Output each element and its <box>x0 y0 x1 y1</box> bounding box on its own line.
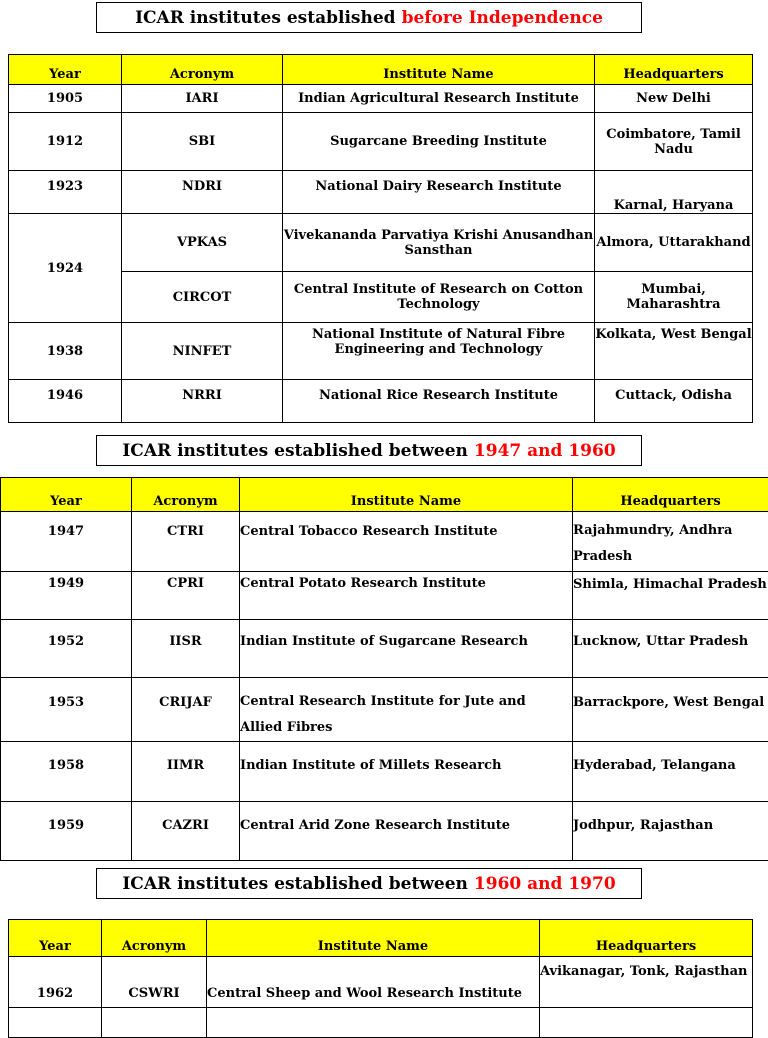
acronym-cell: CPRI <box>132 572 240 620</box>
section-title-text: ICAR institutes established <box>135 8 395 28</box>
acronym-cell: IIMR <box>132 742 240 802</box>
table-row <box>1 572 768 620</box>
headquarters-cell: Shimla, Himachal Pradesh <box>573 572 768 620</box>
year-cell: 1958 <box>1 742 132 802</box>
headquarters-cell: Karnal, Haryana <box>595 171 753 214</box>
table-row <box>9 323 753 380</box>
header-year: Year <box>1 478 132 512</box>
acronym-cell: NDRI <box>122 171 283 214</box>
header-year: Year <box>9 55 122 85</box>
section-title-1947-1960 <box>96 435 642 466</box>
table-header-row <box>9 920 753 957</box>
headquarters-cell: Kolkata, West Bengal <box>595 323 753 380</box>
year-cell: 1938 <box>9 323 122 380</box>
year-cell: 1953 <box>1 678 132 742</box>
headquarters-cell: Barrackpore, West Bengal <box>573 678 768 742</box>
headquarters-cell: Cuttack, Odisha <box>595 380 753 423</box>
institute-name-cell: National Rice Research Institute <box>283 380 595 423</box>
year-cell: 1947 <box>1 512 132 572</box>
table-row <box>9 214 753 272</box>
table-header-row <box>1 478 768 512</box>
section-title-highlight: before Independence <box>402 8 603 28</box>
table-1960-1970 <box>8 919 753 1038</box>
institute-name-cell: Central Potato Research Institute <box>240 572 573 620</box>
section-title-before-independence <box>96 2 642 33</box>
section-title-text: ICAR institutes established between <box>122 441 468 461</box>
institute-name-cell: Vivekananda Parvatiya Krishi Anusandhan Sansthan <box>283 214 595 272</box>
empty-cell <box>9 1008 102 1038</box>
acronym-cell: IISR <box>132 620 240 678</box>
acronym-cell: VPKAS <box>122 214 283 272</box>
year-cell: 1912 <box>9 113 122 171</box>
header-institute-name: Institute Name <box>283 55 595 85</box>
table-before-independence <box>8 54 753 423</box>
table-header-row <box>9 55 753 85</box>
institute-name-cell: National Dairy Research Institute <box>283 171 595 214</box>
acronym-cell: IARI <box>122 85 283 113</box>
header-headquarters: Headquarters <box>540 920 753 957</box>
headquarters-cell: Hyderabad, Telangana <box>573 742 768 802</box>
acronym-cell: NINFET <box>122 323 283 380</box>
year-cell: 1952 <box>1 620 132 678</box>
acronym-cell: CAZRI <box>132 802 240 861</box>
table-row <box>1 742 768 802</box>
year-cell: 1949 <box>1 572 132 620</box>
year-cell: 1923 <box>9 171 122 214</box>
table-row <box>9 85 753 113</box>
institute-name-cell: Central Institute of Research on Cotton Technology <box>283 272 595 323</box>
year-cell: 1959 <box>1 802 132 861</box>
header-year: Year <box>9 920 102 957</box>
table-1947-1960 <box>0 477 768 861</box>
header-acronym: Acronym <box>132 478 240 512</box>
acronym-cell: CSWRI <box>102 957 207 1008</box>
header-institute-name: Institute Name <box>240 478 573 512</box>
acronym-cell: CRIJAF <box>132 678 240 742</box>
header-institute-name: Institute Name <box>207 920 540 957</box>
headquarters-cell: Coimbatore, Tamil Nadu <box>595 113 753 171</box>
acronym-cell: CIRCOT <box>122 272 283 323</box>
table-row <box>1 802 768 861</box>
table-row <box>9 113 753 171</box>
headquarters-cell: Rajahmundry, Andhra Pradesh <box>573 512 768 572</box>
acronym-cell: CTRI <box>132 512 240 572</box>
institute-name-cell: Indian Institute of Millets Research <box>240 742 573 802</box>
acronym-cell: NRRI <box>122 380 283 423</box>
institute-name-cell: Central Sheep and Wool Research Institute <box>207 957 540 1008</box>
empty-cell <box>207 1008 540 1038</box>
empty-cell <box>540 1008 753 1038</box>
institute-name-cell: Central Tobacco Research Institute <box>240 512 573 572</box>
header-headquarters: Headquarters <box>573 478 768 512</box>
table-row <box>1 512 768 572</box>
institute-name-cell: Central Arid Zone Research Institute <box>240 802 573 861</box>
institute-name-cell: Indian Institute of Sugarcane Research <box>240 620 573 678</box>
table-row <box>9 957 753 1008</box>
section-title-highlight: 1947 and 1960 <box>474 441 616 461</box>
headquarters-cell: Mumbai, Maharashtra <box>595 272 753 323</box>
headquarters-cell: Almora, Uttarakhand <box>595 214 753 272</box>
section-title-highlight: 1960 and 1970 <box>474 874 616 894</box>
section-title-text: ICAR institutes established between <box>122 874 468 894</box>
headquarters-cell: Lucknow, Uttar Pradesh <box>573 620 768 678</box>
table-row <box>9 1008 753 1038</box>
headquarters-cell: New Delhi <box>595 85 753 113</box>
table-row <box>1 620 768 678</box>
institute-name-cell: Indian Agricultural Research Institute <box>283 85 595 113</box>
headquarters-cell: Avikanagar, Tonk, Rajasthan <box>540 957 753 1008</box>
institute-name-cell: Sugarcane Breeding Institute <box>283 113 595 171</box>
empty-cell <box>102 1008 207 1038</box>
headquarters-cell: Jodhpur, Rajasthan <box>573 802 768 861</box>
year-cell: 1905 <box>9 85 122 113</box>
institute-name-cell: Central Research Institute for Jute and Allied Fibres <box>240 678 573 742</box>
acronym-cell: SBI <box>122 113 283 171</box>
table-row <box>9 171 753 214</box>
table-row <box>9 380 753 423</box>
year-cell: 1946 <box>9 380 122 423</box>
table-row <box>1 678 768 742</box>
institute-name-cell: National Institute of Natural Fibre Engineering and Technology <box>283 323 595 380</box>
section-title-1960-1970 <box>96 868 642 899</box>
year-cell: 1924 <box>9 214 122 323</box>
header-headquarters: Headquarters <box>595 55 753 85</box>
header-acronym: Acronym <box>102 920 207 957</box>
header-acronym: Acronym <box>122 55 283 85</box>
year-cell: 1962 <box>9 957 102 1008</box>
